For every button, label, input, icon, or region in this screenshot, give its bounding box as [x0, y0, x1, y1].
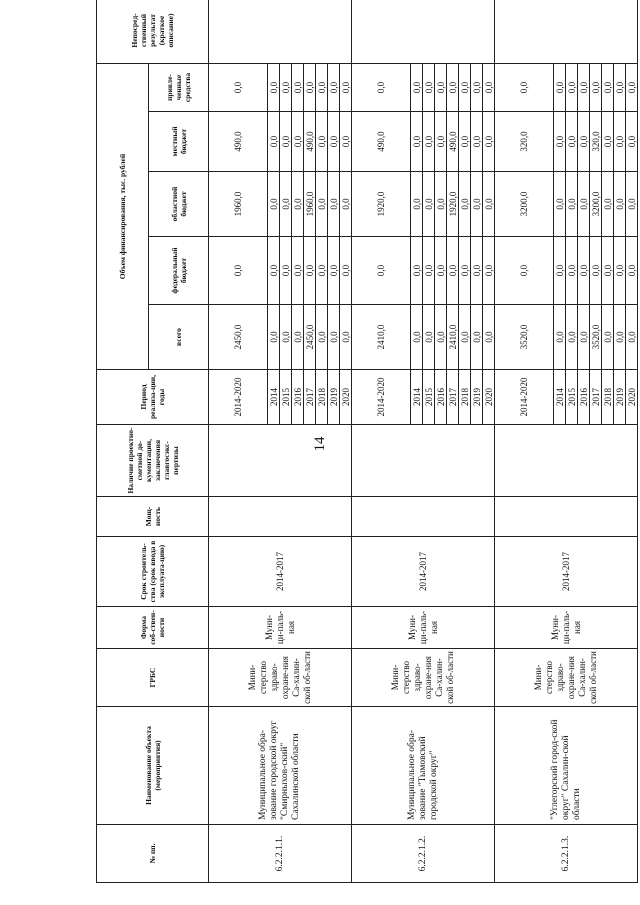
period-cell: 2014-2020	[352, 370, 411, 425]
object-capacity	[209, 497, 352, 537]
attracted-cell: 0,0	[578, 64, 590, 112]
result-cell	[209, 0, 352, 64]
object-number: 6.2.2.1.2.	[352, 825, 495, 883]
object-docs	[209, 425, 352, 497]
federal-cell: 0,0	[614, 237, 626, 305]
total-cell: 0,0	[268, 305, 280, 370]
local-cell: 320,0	[590, 112, 602, 172]
local-cell: 0,0	[268, 112, 280, 172]
period-cell: 2015	[566, 370, 578, 425]
local-cell: 0,0	[292, 112, 304, 172]
header-docs: Наличие проектно-сметной до-кументации, заключения главгосэкс-пертизы	[97, 425, 209, 497]
total-cell: 2450,0	[209, 305, 268, 370]
attracted-cell: 0,0	[423, 64, 435, 112]
table-row	[495, 0, 554, 883]
header-ownership: Форма соб-ствен-ности	[97, 607, 209, 649]
federal-cell: 0,0	[352, 237, 411, 305]
period-cell: 2017	[590, 370, 602, 425]
local-cell: 0,0	[411, 112, 423, 172]
total-cell: 0,0	[423, 305, 435, 370]
header-attracted: привле-ченные средства	[149, 64, 209, 112]
regional-cell: 0,0	[340, 172, 352, 237]
federal-cell: 0,0	[483, 237, 495, 305]
rotated-table-container	[96, 13, 637, 883]
period-cell: 2019	[614, 370, 626, 425]
total-cell: 0,0	[459, 305, 471, 370]
object-docs	[495, 425, 638, 497]
program-table	[96, 0, 638, 883]
period-cell: 2020	[483, 370, 495, 425]
object-number: 6.2.2.1.1.	[209, 825, 352, 883]
local-cell: 0,0	[602, 112, 614, 172]
object-term: 2014-2017	[209, 537, 352, 607]
federal-cell: 0,0	[471, 237, 483, 305]
local-cell: 0,0	[626, 112, 638, 172]
period-cell: 2017	[447, 370, 459, 425]
period-cell: 2015	[280, 370, 292, 425]
total-cell: 3520,0	[495, 305, 554, 370]
attracted-cell: 0,0	[304, 64, 316, 112]
regional-cell: 0,0	[459, 172, 471, 237]
total-cell: 0,0	[340, 305, 352, 370]
regional-cell: 0,0	[614, 172, 626, 237]
local-cell: 490,0	[209, 112, 268, 172]
period-cell: 2018	[602, 370, 614, 425]
attracted-cell: 0,0	[602, 64, 614, 112]
object-term: 2014-2017	[352, 537, 495, 607]
regional-cell: 0,0	[554, 172, 566, 237]
page-number: 14	[312, 436, 328, 452]
federal-cell: 0,0	[268, 237, 280, 305]
local-cell: 490,0	[304, 112, 316, 172]
total-cell: 0,0	[471, 305, 483, 370]
regional-cell: 1960,0	[304, 172, 316, 237]
header-num: № пп.	[97, 825, 209, 883]
object-capacity	[352, 497, 495, 537]
total-cell: 0,0	[328, 305, 340, 370]
object-term: 2014-2017	[495, 537, 638, 607]
header-total: всего	[149, 305, 209, 370]
local-cell: 0,0	[459, 112, 471, 172]
header-federal: федеральный бюджет	[149, 237, 209, 305]
period-cell: 2014	[411, 370, 423, 425]
attracted-cell: 0,0	[328, 64, 340, 112]
total-cell: 2450,0	[304, 305, 316, 370]
attracted-cell: 0,0	[626, 64, 638, 112]
federal-cell: 0,0	[602, 237, 614, 305]
total-cell: 0,0	[411, 305, 423, 370]
attracted-cell: 0,0	[209, 64, 268, 112]
object-docs	[352, 425, 495, 497]
regional-cell: 0,0	[316, 172, 328, 237]
object-grbs: Мини-стерство здраво-охране-ния Са-халин-ской об-ласти	[495, 649, 638, 707]
object-ownership: Муни-ци-паль-ная	[209, 607, 352, 649]
period-cell: 2018	[316, 370, 328, 425]
result-cell	[352, 0, 495, 64]
regional-cell: 0,0	[268, 172, 280, 237]
federal-cell: 0,0	[340, 237, 352, 305]
regional-cell: 1920,0	[352, 172, 411, 237]
attracted-cell: 0,0	[614, 64, 626, 112]
period-cell: 2014	[268, 370, 280, 425]
total-cell: 0,0	[292, 305, 304, 370]
period-cell: 2016	[292, 370, 304, 425]
header-result: Непосред-ственный результат (краткое описание)	[97, 0, 209, 64]
object-name: Муниципальное обра-зование "Тымовский городской округ"	[352, 707, 495, 825]
header-funding: Объем финансирования, тыс. рублей	[97, 64, 149, 370]
regional-cell: 0,0	[602, 172, 614, 237]
local-cell: 0,0	[280, 112, 292, 172]
object-capacity	[495, 497, 638, 537]
period-cell: 2017	[304, 370, 316, 425]
total-cell: 0,0	[578, 305, 590, 370]
object-grbs: Мини-стерство здраво-охране-ния Са-халин-ской об-ласти	[352, 649, 495, 707]
federal-cell: 0,0	[566, 237, 578, 305]
local-cell: 0,0	[471, 112, 483, 172]
period-cell: 2014	[554, 370, 566, 425]
attracted-cell: 0,0	[554, 64, 566, 112]
period-cell: 2016	[435, 370, 447, 425]
regional-cell: 0,0	[423, 172, 435, 237]
period-cell: 2020	[626, 370, 638, 425]
regional-cell: 1920,0	[447, 172, 459, 237]
local-cell: 490,0	[352, 112, 411, 172]
period-cell: 2016	[578, 370, 590, 425]
regional-cell: 1960,0	[209, 172, 268, 237]
federal-cell: 0,0	[411, 237, 423, 305]
federal-cell: 0,0	[578, 237, 590, 305]
regional-cell: 0,0	[292, 172, 304, 237]
attracted-cell: 0,0	[268, 64, 280, 112]
attracted-cell: 0,0	[495, 64, 554, 112]
total-cell: 0,0	[435, 305, 447, 370]
regional-cell: 0,0	[626, 172, 638, 237]
object-ownership: Муни-ци-паль-ная	[495, 607, 638, 649]
table-row	[352, 0, 411, 883]
federal-cell: 0,0	[292, 237, 304, 305]
total-cell: 2410,0	[447, 305, 459, 370]
object-name: Муниципальное обра-зование городской округ "Смирныхов-ский" Сахалинской области	[209, 707, 352, 825]
period-cell: 2014-2020	[209, 370, 268, 425]
object-name: "Углегорский город-ской округ" Сахалин-ской области	[495, 707, 638, 825]
local-cell: 490,0	[447, 112, 459, 172]
header-period: Период реализа-ции, годы	[97, 370, 209, 425]
local-cell: 0,0	[435, 112, 447, 172]
object-grbs: Мини-стерство здраво-охране-ния Са-халин-ской об-ласти	[209, 649, 352, 707]
period-cell: 2014-2020	[495, 370, 554, 425]
federal-cell: 0,0	[328, 237, 340, 305]
attracted-cell: 0,0	[471, 64, 483, 112]
total-cell: 0,0	[280, 305, 292, 370]
attracted-cell: 0,0	[447, 64, 459, 112]
local-cell: 0,0	[566, 112, 578, 172]
attracted-cell: 0,0	[352, 64, 411, 112]
federal-cell: 0,0	[423, 237, 435, 305]
local-cell: 0,0	[483, 112, 495, 172]
local-cell: 0,0	[554, 112, 566, 172]
total-cell: 0,0	[483, 305, 495, 370]
federal-cell: 0,0	[590, 237, 602, 305]
total-cell: 0,0	[602, 305, 614, 370]
regional-cell: 0,0	[483, 172, 495, 237]
period-cell: 2019	[328, 370, 340, 425]
table-row	[209, 0, 268, 883]
regional-cell: 3200,0	[495, 172, 554, 237]
object-number: 6.2.2.1.3.	[495, 825, 638, 883]
total-cell: 2410,0	[352, 305, 411, 370]
federal-cell: 0,0	[459, 237, 471, 305]
total-cell: 0,0	[566, 305, 578, 370]
period-cell: 2015	[423, 370, 435, 425]
regional-cell: 0,0	[280, 172, 292, 237]
attracted-cell: 0,0	[280, 64, 292, 112]
regional-cell: 0,0	[328, 172, 340, 237]
regional-cell: 0,0	[411, 172, 423, 237]
object-ownership: Муни-ци-паль-ная	[352, 607, 495, 649]
total-cell: 0,0	[316, 305, 328, 370]
federal-cell: 0,0	[304, 237, 316, 305]
attracted-cell: 0,0	[459, 64, 471, 112]
header-regional: областной бюджет	[149, 172, 209, 237]
attracted-cell: 0,0	[411, 64, 423, 112]
regional-cell: 0,0	[471, 172, 483, 237]
federal-cell: 0,0	[316, 237, 328, 305]
regional-cell: 0,0	[578, 172, 590, 237]
federal-cell: 0,0	[280, 237, 292, 305]
local-cell: 0,0	[423, 112, 435, 172]
federal-cell: 0,0	[554, 237, 566, 305]
attracted-cell: 0,0	[435, 64, 447, 112]
federal-cell: 0,0	[209, 237, 268, 305]
attracted-cell: 0,0	[566, 64, 578, 112]
attracted-cell: 0,0	[316, 64, 328, 112]
regional-cell: 3200,0	[590, 172, 602, 237]
attracted-cell: 0,0	[340, 64, 352, 112]
local-cell: 0,0	[340, 112, 352, 172]
attracted-cell: 0,0	[483, 64, 495, 112]
federal-cell: 0,0	[435, 237, 447, 305]
header-local: местный бюджет	[149, 112, 209, 172]
regional-cell: 0,0	[566, 172, 578, 237]
total-cell: 0,0	[554, 305, 566, 370]
attracted-cell: 0,0	[292, 64, 304, 112]
federal-cell: 0,0	[447, 237, 459, 305]
local-cell: 0,0	[328, 112, 340, 172]
federal-cell: 0,0	[495, 237, 554, 305]
local-cell: 0,0	[614, 112, 626, 172]
total-cell: 0,0	[626, 305, 638, 370]
header-term: Срок строитель-ства (срок ввода в эксплуата-цию)	[97, 537, 209, 607]
local-cell: 320,0	[495, 112, 554, 172]
table-body	[209, 0, 638, 883]
period-cell: 2020	[340, 370, 352, 425]
header-name: Наименование объекта (мероприятия)	[97, 707, 209, 825]
total-cell: 0,0	[614, 305, 626, 370]
federal-cell: 0,0	[626, 237, 638, 305]
period-cell: 2018	[459, 370, 471, 425]
result-cell	[495, 0, 638, 64]
local-cell: 0,0	[316, 112, 328, 172]
regional-cell: 0,0	[435, 172, 447, 237]
local-cell: 0,0	[578, 112, 590, 172]
header-capacity: Мощ-ность	[97, 497, 209, 537]
header-grbs: ГРБС	[97, 649, 209, 707]
period-cell: 2019	[471, 370, 483, 425]
total-cell: 3520,0	[590, 305, 602, 370]
attracted-cell: 0,0	[590, 64, 602, 112]
